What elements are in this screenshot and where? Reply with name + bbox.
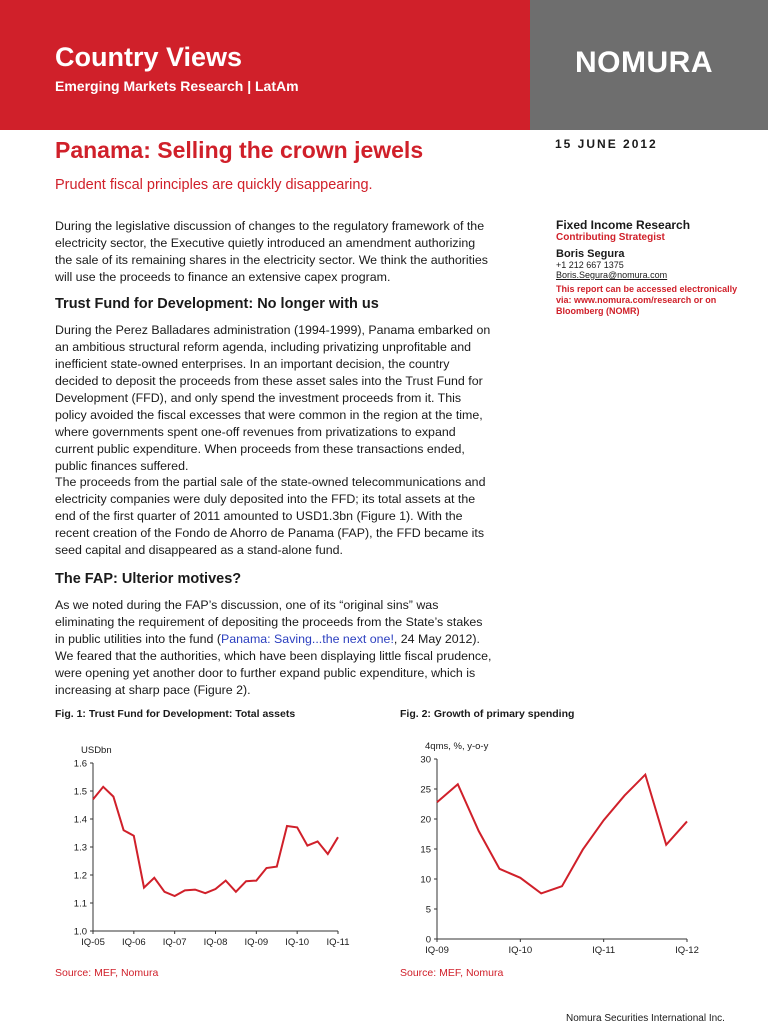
fap-text <box>55 597 495 699</box>
fap-text-part-2: , 24 May 2012). We feared that the authorities, which have been displaying little fiscal prudence, were opening yet another door to further expand public expenditure, which is increasing at sharp pace (Figure 2). <box>55 632 492 697</box>
chart-1-data-point <box>194 889 196 891</box>
chart-1-y-tick-label: 1.4 <box>73 814 87 826</box>
analyst-name: Boris Segura <box>556 248 625 260</box>
chart-2-data-point <box>686 820 688 822</box>
chart-2-data-point <box>436 801 438 803</box>
chart-2-data-point <box>499 868 501 870</box>
chart-1-y-tick-label: 1.1 <box>73 898 87 910</box>
chart-2-y-tick-label: 15 <box>420 844 431 856</box>
chart-1-data-point <box>92 798 94 800</box>
chart-1-data-point <box>163 891 165 893</box>
trust-fund-text-2: The proceeds from the partial sale of the state-owned telecommunications and electricity companies were duly deposited into the FFD; its total assets at the end of the first quarter of 2011 amounted to USD1.3bn (Figure 1). With the recent creation of the Fondo de Ahorro de Panama (FAP), the FFD became its seed capital and disappeared as a stand-alone fund. <box>55 475 486 557</box>
chart-1-y-axis-label: USDbn <box>81 745 112 756</box>
chart-1-y-tick-label: 1.3 <box>73 842 87 854</box>
fap-paragraph <box>55 597 495 699</box>
chart-1-data-point <box>296 826 298 828</box>
chart-2-y-tick-label: 30 <box>420 754 431 766</box>
chart-1-series-line <box>93 787 338 896</box>
report-date: 15 JUNE 2012 <box>555 137 658 151</box>
intro-paragraph <box>55 218 495 286</box>
trust-fund-text-1: During the Perez Balladares administration (1994-1999), Panama embarked on an ambitious structural reform agenda, including privatizing unprofitable and inefficient state-owned enterprises. In an important decision, the country decided to deposit the proceeds from these asset sales into the Trust Fund for Development (FFD), and only spend the investment proceeds from it. This policy avoided the fiscal excesses that were common in the region at the time, where governments spent one-off revenues from privatizations to expand current public expenditure. When proceeds from these transactions ended, public finances suffered. <box>55 323 491 473</box>
chart-2-data-point <box>603 819 605 821</box>
chart-1-data-point <box>204 892 206 894</box>
figure-1-source: Source: MEF, Nomura <box>55 967 159 979</box>
figure-2-source: Source: MEF, Nomura <box>400 967 504 979</box>
chart-2-data-point <box>624 795 626 797</box>
chart-2-y-tick-label: 25 <box>420 784 431 796</box>
chart-1-x-tick-label: IQ-10 <box>285 937 310 948</box>
chart-2-data-point <box>665 844 667 846</box>
figure-1-title: Fig. 1: Trust Fund for Development: Total assets <box>55 708 296 720</box>
chart-1-data-point <box>184 889 186 891</box>
chart-1-y-tick-label: 1.6 <box>73 758 87 770</box>
access-note: This report can be accessed electronically via: www.nomura.com/research or on Bloomberg (NOMR) <box>556 284 738 316</box>
chart-1-y-tick-label: 1.2 <box>73 870 87 882</box>
section-heading-fap: The FAP: Ulterior motives? <box>55 571 242 587</box>
chart-1-data-point <box>215 888 217 890</box>
chart-2-y-tick-label: 20 <box>420 814 431 826</box>
chart-2-y-axis-label: 4qms, %, y-o-y <box>425 741 489 752</box>
chart-2-data-point <box>478 830 480 832</box>
chart-2-y-tick-label: 0 <box>425 934 431 946</box>
footer-company: Nomura Securities International Inc. <box>566 1013 725 1024</box>
chart-1-data-point <box>306 845 308 847</box>
chart-1-data-point <box>266 867 268 869</box>
chart-1-x-tick-label: IQ-06 <box>121 937 146 948</box>
chart-2-data-point <box>644 774 646 776</box>
chart-1-data-point <box>245 880 247 882</box>
chart-1-x-tick-label: IQ-08 <box>203 937 228 948</box>
chart-1-data-point <box>276 866 278 868</box>
chart-1-data-point <box>102 786 104 788</box>
chart-1-data-point <box>317 840 319 842</box>
report-link[interactable]: Panama: Saving...the next one! <box>221 632 394 646</box>
publication-title: Country Views <box>55 42 243 72</box>
article-subtitle: Prudent fiscal principles are quickly disappearing. <box>55 177 373 193</box>
analyst-email-link[interactable]: Boris.Segura@nomura.com <box>556 270 668 280</box>
trust-fund-paragraph-1 <box>55 322 495 475</box>
section-heading-trust-fund: Trust Fund for Development: No longer with us <box>55 296 379 312</box>
article-title: Panama: Selling the crown jewels <box>55 137 424 163</box>
analyst-sidebar <box>556 218 746 317</box>
chart-2-series-line <box>437 775 687 894</box>
chart-2-data-point <box>561 885 563 887</box>
analyst-role: Contributing Strategist <box>556 232 665 243</box>
figure-2-title: Fig. 2: Growth of primary spending <box>400 708 575 720</box>
sidebar-heading: Fixed Income Research <box>556 218 691 232</box>
intro-text: During the legislative discussion of changes to the regulatory framework of the electricity sector, the Executive quietly introduced an amendment authorizing the sale of its remaining shares in the electricity sector. We think the authorities will use the proceeds to finance an extensive capex program. <box>55 219 488 284</box>
fap-text-part-1: As we noted during the FAP’s discussion, one of its “original sins” was eliminating the requirement of depositing the proceeds from the State’s stakes in public utilities into the fund ( <box>55 598 483 646</box>
chart-1-data-point <box>255 880 257 882</box>
chart-2-data-point <box>582 849 584 851</box>
chart-1-data-point <box>112 796 114 798</box>
chart-2-x-tick-label: IQ-11 <box>592 945 616 956</box>
nomura-logo: NOMURA <box>575 46 713 79</box>
chart-2-data-point <box>519 877 521 879</box>
chart-2-x-tick-label: IQ-12 <box>675 945 699 956</box>
figure-1-chart <box>55 735 355 955</box>
chart-1-data-point <box>143 887 145 889</box>
chart-1-x-tick-label: IQ-09 <box>244 937 269 948</box>
chart-2-data-point <box>457 783 459 785</box>
chart-1-y-tick-label: 1.0 <box>73 926 87 938</box>
chart-1-data-point <box>133 835 135 837</box>
chart-2-data-point <box>540 892 542 894</box>
chart-1-data-point <box>286 825 288 827</box>
chart-1-x-tick-label: IQ-07 <box>162 937 187 948</box>
chart-1-x-tick-label: IQ-11 <box>326 937 350 948</box>
chart-1-x-tick-label: IQ-05 <box>81 937 105 948</box>
analyst-phone: +1 212 667 1375 <box>556 260 624 270</box>
chart-1-data-point <box>123 829 125 831</box>
chart-2-x-tick-label: IQ-10 <box>508 945 533 956</box>
chart-2-y-tick-label: 5 <box>425 904 431 916</box>
trust-fund-paragraph-2 <box>55 474 495 559</box>
chart-1-data-point <box>337 836 339 838</box>
chart-1-data-point <box>153 877 155 879</box>
chart-1-data-point <box>327 853 329 855</box>
chart-2-x-tick-label: IQ-09 <box>425 945 449 956</box>
chart-1-data-point <box>174 895 176 897</box>
publication-subtitle: Emerging Markets Research | LatAm <box>55 78 299 94</box>
chart-1-y-tick-label: 1.5 <box>73 786 87 798</box>
chart-1-data-point <box>235 891 237 893</box>
chart-1-data-point <box>225 880 227 882</box>
chart-2-y-tick-label: 10 <box>420 874 431 886</box>
figure-2-chart <box>395 735 715 955</box>
